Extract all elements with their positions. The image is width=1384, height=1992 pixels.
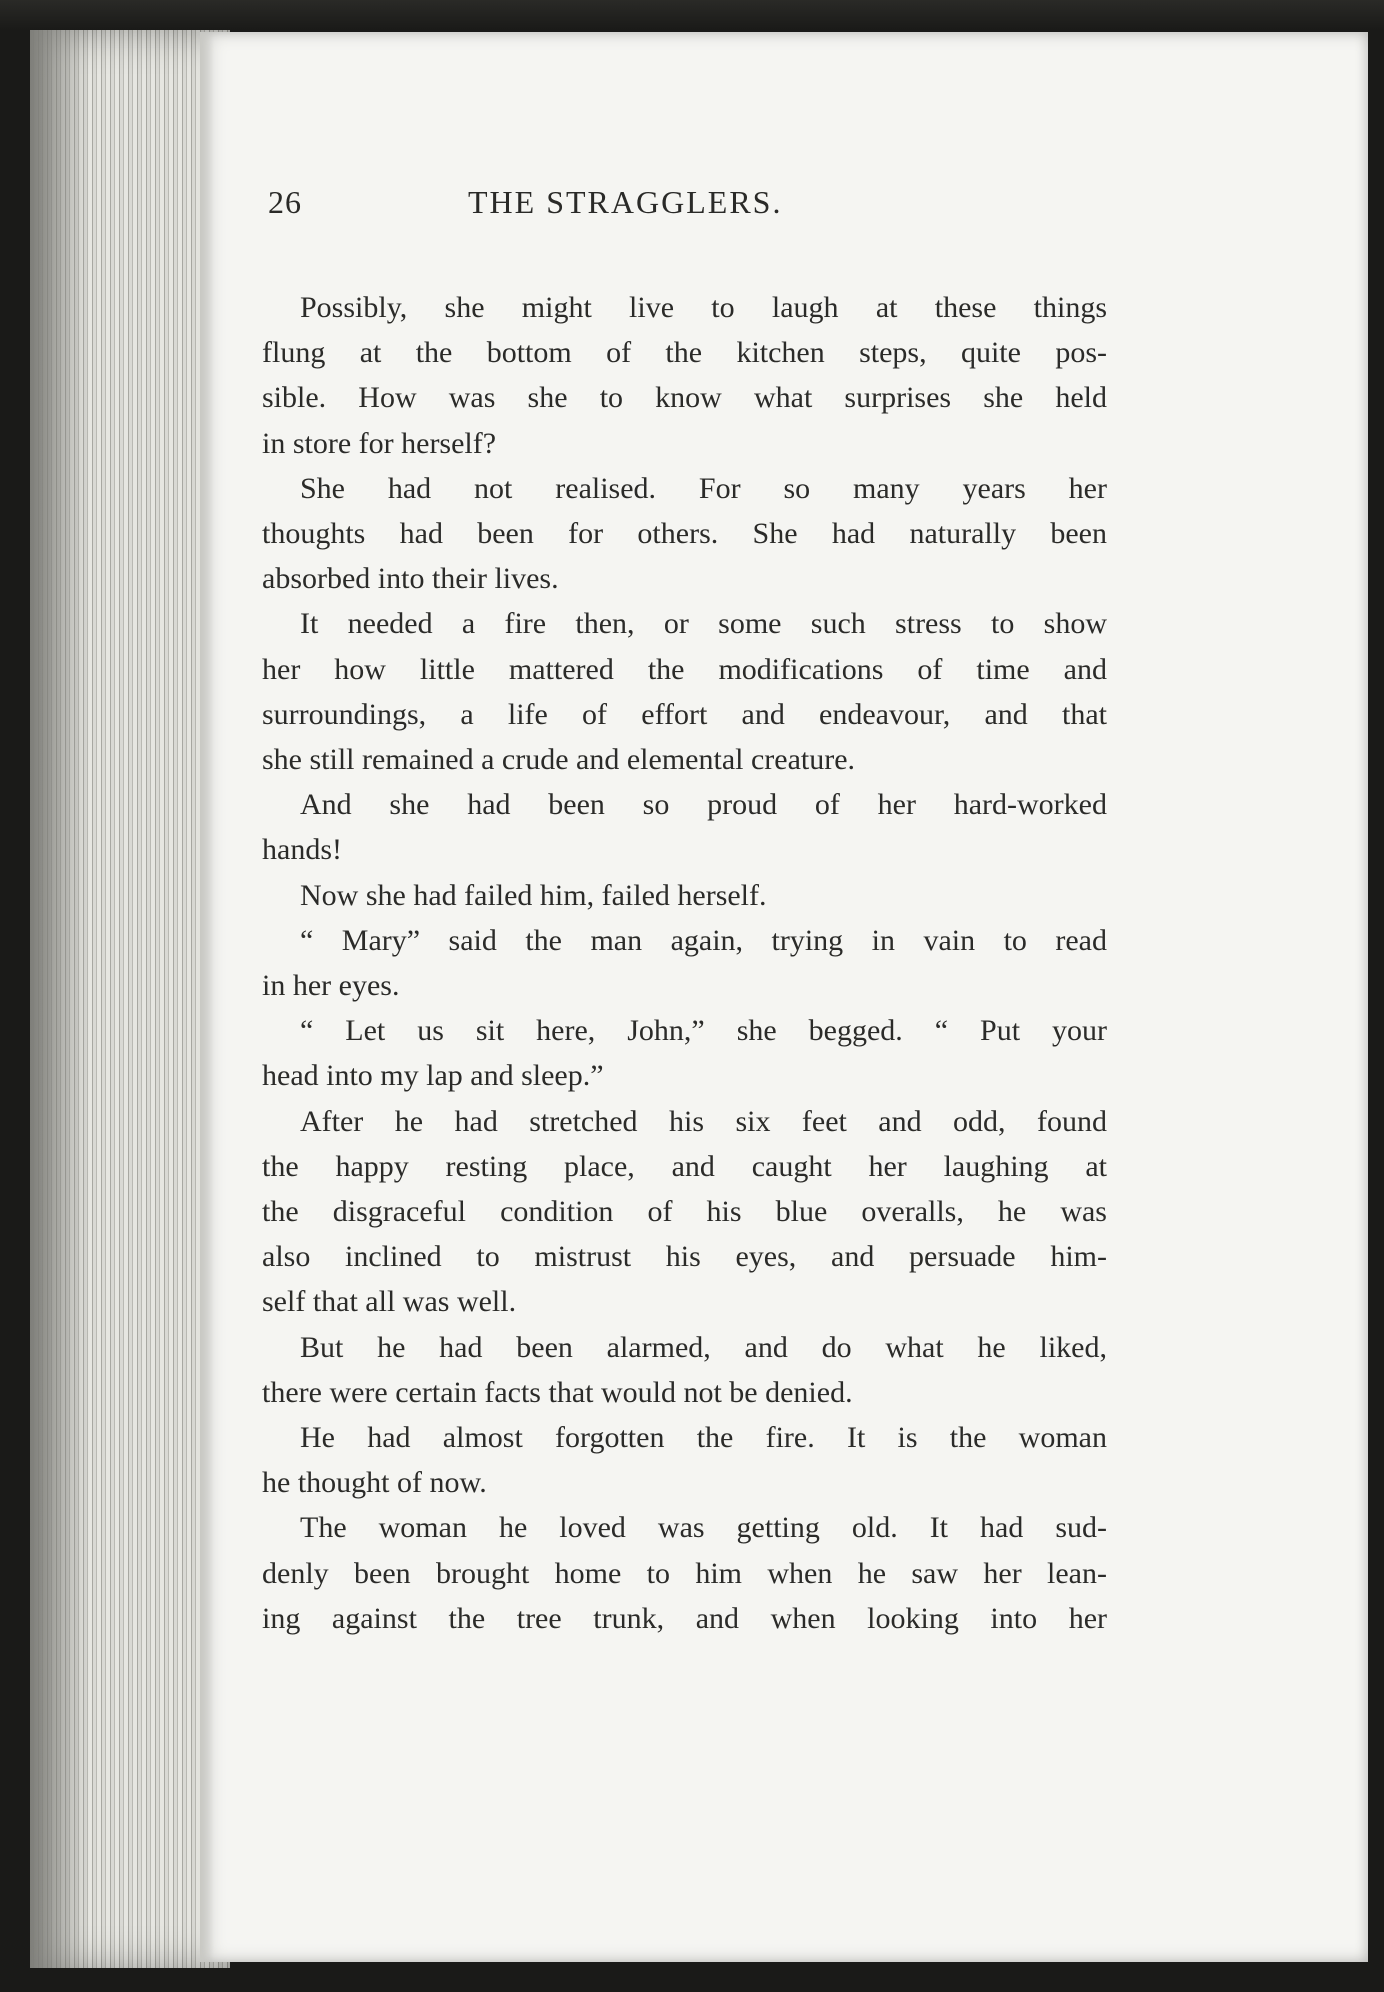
- paragraph-8: [262, 1099, 1107, 1325]
- text-line: She had not realised. For so many years her: [300, 471, 1107, 505]
- paragraph-4: [262, 782, 1107, 872]
- text-line: also inclined to mistrust his eyes, and persuade him-: [262, 1240, 1107, 1274]
- text-line: surroundings, a life of effort and endeavour, and that: [262, 697, 1107, 731]
- page-edges-shadow: [30, 30, 90, 1970]
- paragraph-2: [262, 466, 1107, 602]
- text-line: “ Mary” said the man again, trying in vain to read: [300, 923, 1107, 957]
- text-line: He had almost forgotten the fire. It is the woman: [300, 1421, 1107, 1455]
- text-line: After he had stretched his six feet and odd, found: [300, 1104, 1107, 1138]
- book-title: THE STRAGGLERS.: [468, 184, 783, 220]
- page-number: 26: [268, 184, 302, 220]
- paragraph-7: [262, 1008, 1107, 1098]
- text-line: Possibly, she might live to laugh at these things: [300, 291, 1107, 324]
- text-line: Now she had failed him, failed herself.: [300, 878, 767, 912]
- body-text: [262, 285, 1107, 1641]
- text-line: in her eyes.: [262, 969, 400, 1003]
- text-line: But he had been alarmed, and do what he liked,: [300, 1330, 1107, 1364]
- text-line: The woman he loved was getting old. It had sud-: [300, 1511, 1107, 1545]
- scan-bottom-edge: [30, 1968, 1384, 1992]
- text-line: the happy resting place, and caught her laughing at: [262, 1149, 1107, 1183]
- text-line: “ Let us sit here, John,” she begged. “ Put your: [300, 1014, 1107, 1048]
- paragraph-3: [262, 601, 1107, 782]
- paragraph-6: [262, 918, 1107, 1008]
- text-line: there were certain facts that would not be denied.: [262, 1375, 853, 1409]
- text-line: head into my lap and sleep.”: [262, 1059, 604, 1093]
- text-line: ing against the tree trunk, and when looking into her: [262, 1601, 1107, 1635]
- text-line: the disgraceful condition of his blue overalls, he was: [262, 1195, 1107, 1229]
- text-line: flung at the bottom of the kitchen steps, quite pos-: [262, 336, 1107, 370]
- text-line: hands!: [262, 833, 342, 867]
- running-head: [268, 184, 1068, 244]
- paragraph-11: [262, 1505, 1107, 1641]
- text-line: It needed a fire then, or some such stress to show: [300, 607, 1107, 641]
- paragraph-5: [262, 873, 1107, 918]
- text-line: sible. How was she to know what surprises she held: [262, 381, 1107, 415]
- text-line: denly been brought home to him when he saw her lean-: [262, 1556, 1107, 1590]
- paragraph-1: [262, 285, 1107, 466]
- text-line: thoughts had been for others. She had naturally been: [262, 517, 1107, 551]
- text-line: absorbed into their lives.: [262, 562, 559, 596]
- text-line: in store for herself?: [262, 426, 497, 460]
- paragraph-10: [262, 1415, 1107, 1505]
- text-line: her how little mattered the modifications of time and: [262, 652, 1107, 686]
- paragraph-9: [262, 1325, 1107, 1415]
- text-line: he thought of now.: [262, 1466, 487, 1500]
- text-line: she still remained a crude and elemental creature.: [262, 743, 856, 777]
- text-line: And she had been so proud of her hard-worked: [300, 788, 1107, 822]
- text-line: self that all was well.: [262, 1285, 517, 1319]
